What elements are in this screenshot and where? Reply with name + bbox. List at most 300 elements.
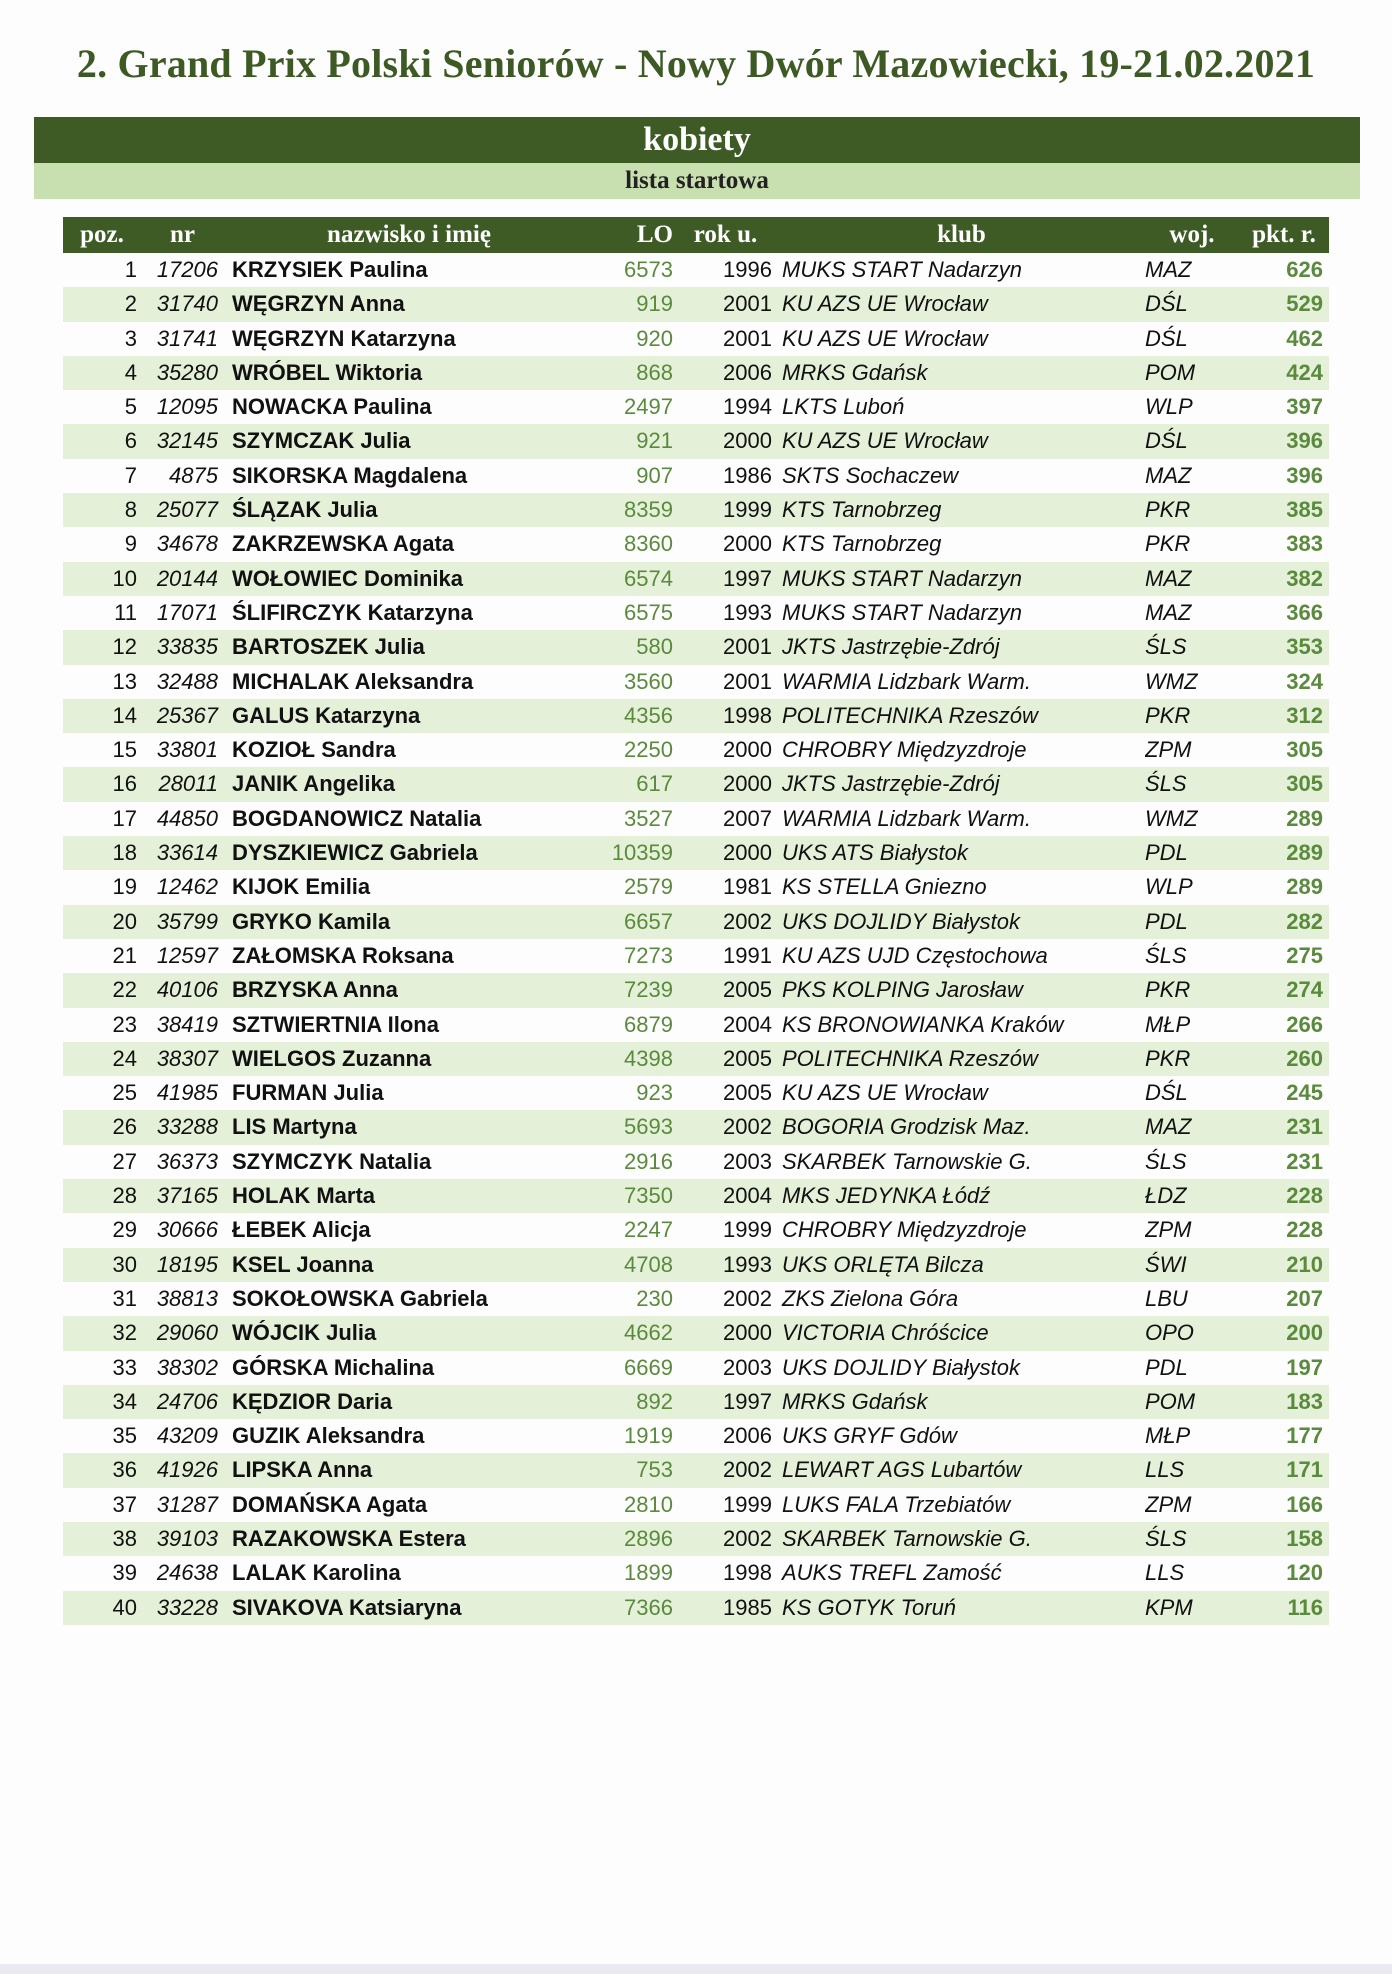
cell-nr: 12095 [156, 394, 218, 420]
cell-rok: 2000 [723, 531, 772, 557]
cell-nr: 28011 [158, 771, 218, 797]
table-row [63, 733, 1329, 767]
cell-name: ŁEBEK Alicja [232, 1217, 371, 1243]
cell-name: GUZIK Aleksandra [232, 1423, 425, 1449]
cell-klub: KS GOTYK Toruń [782, 1594, 957, 1620]
table-header [63, 217, 1329, 253]
cell-lo: 10359 [611, 840, 673, 866]
cell-nr: 4875 [169, 462, 218, 488]
table-row [63, 1453, 1329, 1487]
cell-woj: PKR [1145, 702, 1191, 728]
cell-nr: 39103 [156, 1525, 218, 1551]
cell-nr: 40106 [156, 977, 218, 1003]
cell-pkt: 289 [1286, 874, 1323, 900]
cell-poz: 31 [112, 1285, 137, 1311]
cell-poz: 11 [114, 599, 137, 625]
cell-name: SZTWIERTNIA Ilona [232, 1011, 439, 1037]
cell-nr: 33288 [156, 1114, 218, 1140]
col-header-name: nazwisko i imię [327, 221, 491, 248]
cell-klub: KU AZS UJD Częstochowa [782, 942, 1048, 968]
table-row [63, 1522, 1329, 1556]
cell-rok: 1999 [723, 497, 772, 523]
cell-klub: BOGORIA Grodzisk Maz. [782, 1114, 1031, 1140]
cell-name: SOKOŁOWSKA Gabriela [232, 1285, 488, 1311]
cell-rok: 2000 [723, 1320, 772, 1346]
cell-nr: 29060 [156, 1320, 218, 1346]
cell-poz: 36 [112, 1457, 137, 1483]
cell-lo: 7239 [624, 977, 673, 1003]
table-row [63, 287, 1329, 321]
cell-poz: 17 [112, 805, 137, 831]
table-row [63, 424, 1329, 458]
table-row [63, 1419, 1329, 1453]
cell-rok: 1999 [723, 1217, 772, 1243]
cell-lo: 2250 [624, 737, 673, 763]
cell-nr: 32145 [156, 428, 218, 454]
table-row [63, 905, 1329, 939]
cell-nr: 41926 [156, 1457, 218, 1483]
cell-poz: 33 [112, 1354, 137, 1380]
cell-nr: 36373 [156, 1148, 218, 1174]
cell-lo: 892 [636, 1388, 673, 1414]
cell-pkt: 305 [1286, 771, 1323, 797]
cell-lo: 2497 [624, 394, 673, 420]
col-header-lo: LO [636, 221, 673, 248]
cell-name: GRYKO Kamila [232, 908, 391, 934]
cell-nr: 38419 [156, 1011, 218, 1037]
cell-woj: ZPM [1145, 1217, 1192, 1243]
cell-lo: 5693 [624, 1114, 673, 1140]
cell-pkt: 228 [1286, 1183, 1323, 1209]
cell-klub: JKTS Jastrzębie-Zdrój [782, 771, 1000, 797]
cell-nr: 41985 [156, 1080, 218, 1106]
cell-name: NOWACKA Paulina [232, 394, 432, 420]
cell-lo: 4398 [624, 1045, 673, 1071]
cell-rok: 1998 [723, 1560, 772, 1586]
cell-pkt: 231 [1286, 1114, 1323, 1140]
cell-pkt: 462 [1286, 325, 1323, 351]
page-bottom-edge [0, 1964, 1392, 1974]
cell-pkt: 312 [1286, 702, 1323, 728]
cell-lo: 6669 [624, 1354, 673, 1380]
cell-klub: PKS KOLPING Jarosław [782, 977, 1023, 1003]
cell-woj: DŚL [1145, 291, 1188, 317]
page-title: 2. Grand Prix Polski Seniorów - Nowy Dwór Mazowiecki, 19-21.02.2021 [76, 41, 1316, 86]
cell-woj: PKR [1145, 531, 1191, 557]
cell-pkt: 397 [1286, 394, 1323, 420]
col-header-pkt: pkt. r. [1252, 221, 1316, 248]
cell-lo: 1899 [624, 1560, 673, 1586]
cell-lo: 1919 [624, 1423, 673, 1449]
cell-woj: ŁDZ [1145, 1183, 1187, 1209]
cell-name: GÓRSKA Michalina [232, 1354, 435, 1380]
table-body [63, 253, 1329, 1625]
cell-klub: POLITECHNIKA Rzeszów [782, 702, 1038, 728]
cell-lo: 868 [636, 359, 673, 385]
cell-poz: 12 [112, 634, 137, 660]
cell-pkt: 385 [1286, 497, 1323, 523]
cell-lo: 7273 [624, 942, 673, 968]
cell-name: SIKORSKA Magdalena [232, 462, 468, 488]
table-row [63, 1076, 1329, 1110]
cell-name: WIELGOS Zuzanna [232, 1045, 432, 1071]
cell-pkt: 305 [1286, 737, 1323, 763]
cell-name: KSEL Joanna [232, 1251, 374, 1277]
cell-nr: 33614 [156, 840, 218, 866]
table-row [63, 459, 1329, 493]
cell-name: WĘGRZYN Anna [232, 291, 405, 317]
cell-pkt: 424 [1286, 359, 1323, 385]
cell-woj: DŚL [1145, 325, 1188, 351]
cell-nr: 31740 [156, 291, 218, 317]
cell-pkt: 158 [1286, 1525, 1323, 1551]
cell-poz: 35 [112, 1423, 137, 1449]
cell-name: DOMAŃSKA Agata [232, 1491, 428, 1517]
cell-klub: MRKS Gdańsk [782, 359, 928, 385]
cell-klub: VICTORIA Chróścice [782, 1320, 989, 1346]
cell-lo: 6575 [624, 599, 673, 625]
cell-nr: 17071 [156, 599, 218, 625]
cell-klub: MUKS START Nadarzyn [782, 257, 1023, 282]
table-row [63, 1488, 1329, 1522]
cell-poz: 6 [124, 428, 137, 454]
cell-nr: 38307 [156, 1045, 218, 1071]
cell-poz: 23 [112, 1011, 137, 1037]
cell-name: SZYMCZAK Julia [232, 428, 411, 454]
cell-rok: 2005 [723, 1045, 772, 1071]
cell-poz: 22 [112, 977, 137, 1003]
cell-klub: MRKS Gdańsk [782, 1388, 928, 1414]
cell-woj: PKR [1145, 497, 1191, 523]
cell-name: BARTOSZEK Julia [232, 634, 425, 660]
cell-woj: OPO [1145, 1320, 1194, 1346]
table-row [63, 562, 1329, 596]
table-row [63, 322, 1329, 356]
cell-woj: PKR [1145, 977, 1191, 1003]
cell-name: HOLAK Marta [232, 1183, 376, 1209]
cell-poz: 29 [112, 1217, 137, 1243]
cell-rok: 1981 [723, 874, 772, 900]
cell-name: MICHALAK Aleksandra [232, 668, 474, 694]
cell-woj: KPM [1145, 1594, 1193, 1620]
cell-klub: KS BRONOWIANKA Kraków [782, 1011, 1064, 1037]
cell-nr: 37165 [156, 1183, 218, 1209]
cell-poz: 20 [112, 908, 137, 934]
cell-woj: ŚLS [1145, 942, 1187, 968]
cell-lo: 7366 [624, 1594, 673, 1620]
cell-pkt: 366 [1286, 599, 1323, 625]
cell-pkt: 183 [1286, 1388, 1323, 1414]
cell-poz: 26 [112, 1114, 137, 1140]
cell-nr: 38302 [156, 1354, 218, 1380]
cell-rok: 1996 [723, 257, 772, 282]
cell-pkt: 275 [1286, 942, 1323, 968]
cell-lo: 2916 [624, 1148, 673, 1174]
cell-nr: 31741 [156, 325, 218, 351]
col-header-nr: nr [170, 221, 195, 248]
cell-pkt: 171 [1286, 1457, 1323, 1483]
cell-klub: UKS ATS Białystok [782, 840, 968, 866]
cell-klub: MUKS START Nadarzyn [782, 599, 1023, 625]
cell-rok: 2000 [723, 771, 772, 797]
cell-klub: UKS DOJLIDY Białystok [782, 1354, 1021, 1380]
cell-name: LIPSKA Anna [232, 1457, 373, 1483]
cell-woj: MŁP [1145, 1011, 1191, 1037]
cell-woj: MAZ [1145, 565, 1192, 591]
cell-poz: 19 [112, 874, 137, 900]
cell-name: WOŁOWIEC Dominika [232, 565, 463, 591]
cell-nr: 34678 [156, 531, 218, 557]
start-list-table [63, 217, 1329, 1625]
cell-pkt: 266 [1286, 1011, 1323, 1037]
cell-woj: POM [1145, 1388, 1196, 1414]
cell-klub: ZKS Zielona Góra [782, 1285, 959, 1311]
table-row [63, 1248, 1329, 1282]
cell-pkt: 116 [1287, 1594, 1323, 1620]
cell-lo: 923 [636, 1080, 673, 1106]
cell-rok: 1993 [723, 1251, 772, 1277]
cell-poz: 34 [112, 1388, 137, 1414]
cell-rok: 2005 [723, 1080, 772, 1106]
cell-pkt: 282 [1286, 908, 1323, 934]
cell-lo: 6574 [624, 565, 673, 591]
table-row [63, 1316, 1329, 1350]
cell-pkt: 396 [1286, 462, 1323, 488]
cell-klub: MKS JEDYNKA Łódź [782, 1183, 991, 1209]
cell-nr: 20144 [156, 565, 218, 591]
table-row [63, 1213, 1329, 1247]
table-row [63, 665, 1329, 699]
cell-name: SIVAKOVA Katsiaryna [232, 1594, 462, 1620]
cell-klub: JKTS Jastrzębie-Zdrój [782, 634, 1000, 660]
table-row [63, 1556, 1329, 1590]
table-row [63, 356, 1329, 390]
cell-poz: 38 [112, 1525, 137, 1551]
cell-lo: 2579 [624, 874, 673, 900]
cell-rok: 2004 [723, 1011, 772, 1037]
cell-poz: 10 [112, 565, 137, 591]
cell-poz: 1 [124, 257, 137, 282]
cell-lo: 3527 [624, 805, 673, 831]
cell-pkt: 207 [1286, 1285, 1323, 1311]
table-row [63, 870, 1329, 904]
cell-name: KOZIOŁ Sandra [232, 737, 396, 763]
cell-poz: 13 [112, 668, 137, 694]
cell-pkt: 324 [1286, 668, 1323, 694]
cell-pkt: 228 [1286, 1217, 1323, 1243]
cell-klub: KTS Tarnobrzeg [782, 497, 942, 523]
cell-lo: 230 [636, 1285, 673, 1311]
cell-lo: 4356 [624, 702, 673, 728]
cell-klub: SKARBEK Tarnowskie G. [782, 1148, 1032, 1174]
cell-rok: 2007 [723, 805, 772, 831]
cell-klub: KU AZS UE Wrocław [782, 291, 988, 317]
cell-nr: 33801 [156, 737, 218, 763]
cell-lo: 2247 [624, 1217, 673, 1243]
cell-rok: 2006 [723, 1423, 772, 1449]
cell-name: ŚLĄZAK Julia [232, 497, 378, 523]
cell-lo: 4662 [624, 1320, 673, 1346]
cell-rok: 2002 [723, 1114, 772, 1140]
cell-poz: 8 [124, 497, 137, 523]
cell-lo: 921 [636, 428, 673, 454]
table-row [63, 939, 1329, 973]
cell-nr: 25367 [156, 702, 218, 728]
table-row [63, 836, 1329, 870]
cell-pkt: 177 [1286, 1423, 1323, 1449]
cell-nr: 43209 [156, 1423, 218, 1449]
cell-lo: 4708 [624, 1251, 673, 1277]
cell-name: LIS Martyna [232, 1114, 357, 1140]
cell-woj: ŚWI [1145, 1251, 1187, 1277]
cell-rok: 2002 [723, 908, 772, 934]
cell-lo: 919 [636, 291, 673, 317]
cell-name: ZAKRZEWSKA Agata [232, 531, 455, 557]
cell-woj: ZPM [1145, 1491, 1192, 1517]
cell-klub: KTS Tarnobrzeg [782, 531, 942, 557]
cell-rok: 1997 [723, 565, 772, 591]
cell-name: BRZYSKA Anna [232, 977, 398, 1003]
cell-poz: 18 [112, 840, 137, 866]
cell-klub: WARMIA Lidzbark Warm. [782, 805, 1031, 831]
cell-klub: KU AZS UE Wrocław [782, 325, 988, 351]
table-row [63, 1042, 1329, 1076]
cell-pkt: 245 [1286, 1080, 1323, 1106]
cell-nr: 30666 [156, 1217, 218, 1243]
cell-lo: 2810 [624, 1491, 673, 1517]
cell-woj: WLP [1145, 394, 1193, 420]
cell-woj: MAZ [1145, 257, 1192, 282]
col-header-woj: woj. [1169, 221, 1215, 248]
table-row [63, 973, 1329, 1007]
cell-lo: 6657 [624, 908, 673, 934]
cell-woj: WMZ [1145, 805, 1198, 831]
cell-pkt: 353 [1286, 634, 1323, 660]
cell-klub: KS STELLA Gniezno [782, 874, 987, 900]
cell-name: KRZYSIEK Paulina [232, 257, 428, 282]
cell-rok: 1991 [723, 942, 772, 968]
table-row [63, 1145, 1329, 1179]
cell-klub: CHROBRY Międzyzdroje [782, 737, 1027, 763]
cell-klub: SKARBEK Tarnowskie G. [782, 1525, 1032, 1551]
cell-poz: 32 [112, 1320, 137, 1346]
cell-poz: 4 [124, 359, 137, 385]
cell-name: RAZAKOWSKA Estera [232, 1525, 466, 1551]
cell-pkt: 200 [1286, 1320, 1323, 1346]
cell-woj: POM [1145, 359, 1196, 385]
cell-woj: ŚLS [1145, 1525, 1187, 1551]
cell-pkt: 396 [1286, 428, 1323, 454]
cell-pkt: 231 [1286, 1148, 1323, 1174]
cell-nr: 33228 [156, 1594, 218, 1620]
cell-woj: LLS [1145, 1560, 1185, 1586]
cell-pkt: 166 [1286, 1491, 1323, 1517]
cell-poz: 5 [124, 394, 137, 420]
cell-woj: ŚLS [1145, 1148, 1187, 1174]
cell-name: LALAK Karolina [232, 1560, 401, 1586]
table-row [63, 699, 1329, 733]
cell-poz: 16 [112, 771, 137, 797]
cell-klub: WARMIA Lidzbark Warm. [782, 668, 1031, 694]
cell-pkt: 382 [1286, 565, 1323, 591]
cell-poz: 15 [112, 737, 137, 763]
cell-rok: 2003 [723, 1354, 772, 1380]
cell-klub: UKS DOJLIDY Białystok [782, 908, 1021, 934]
col-header-poz: poz. [80, 221, 124, 248]
table-row [63, 802, 1329, 836]
cell-poz: 40 [112, 1594, 137, 1620]
cell-woj: ŚLS [1145, 771, 1187, 797]
cell-nr: 25077 [156, 497, 218, 523]
cell-pkt: 197 [1286, 1354, 1323, 1380]
table-row [63, 527, 1329, 561]
cell-pkt: 210 [1286, 1251, 1323, 1277]
cell-pkt: 529 [1286, 291, 1323, 317]
table-row [63, 767, 1329, 801]
cell-name: DYSZKIEWICZ Gabriela [232, 840, 478, 866]
cell-klub: LKTS Luboń [782, 394, 905, 420]
col-header-klub: klub [937, 221, 986, 248]
cell-poz: 28 [112, 1183, 137, 1209]
cell-poz: 25 [112, 1080, 137, 1106]
cell-nr: 24638 [156, 1560, 218, 1586]
cell-rok: 2004 [723, 1183, 772, 1209]
cell-woj: DŚL [1145, 1080, 1188, 1106]
cell-pkt: 274 [1286, 977, 1323, 1003]
cell-rok: 2000 [723, 737, 772, 763]
cell-rok: 1986 [723, 462, 772, 488]
cell-poz: 27 [112, 1148, 137, 1174]
cell-lo: 617 [636, 771, 673, 797]
cell-nr: 12462 [156, 874, 218, 900]
cell-rok: 2001 [723, 634, 772, 660]
cell-woj: ŚLS [1145, 634, 1187, 660]
cell-rok: 1997 [723, 1388, 772, 1414]
cell-lo: 6573 [624, 257, 673, 282]
cell-woj: PDL [1145, 1354, 1188, 1380]
cell-rok: 2001 [723, 668, 772, 694]
cell-nr: 17206 [156, 257, 218, 282]
cell-klub: SKTS Sochaczew [782, 462, 959, 488]
cell-klub: CHROBRY Międzyzdroje [782, 1217, 1027, 1243]
cell-woj: MŁP [1145, 1423, 1191, 1449]
cell-nr: 35799 [156, 908, 218, 934]
table-row [63, 1282, 1329, 1316]
cell-rok: 2002 [723, 1457, 772, 1483]
cell-klub: KU AZS UE Wrocław [782, 1080, 988, 1106]
cell-rok: 1994 [723, 394, 772, 420]
cell-name: FURMAN Julia [232, 1080, 384, 1106]
cell-klub: UKS ORLĘTA Bilcza [782, 1251, 984, 1277]
cell-woj: WMZ [1145, 668, 1198, 694]
cell-nr: 31287 [156, 1491, 218, 1517]
col-header-rok: rok u. [693, 221, 758, 248]
cell-rok: 2005 [723, 977, 772, 1003]
cell-pkt: 260 [1286, 1045, 1323, 1071]
cell-rok: 2006 [723, 359, 772, 385]
cell-nr: 12597 [156, 942, 218, 968]
cell-klub: LUKS FALA Trzebiatów [782, 1491, 1011, 1517]
cell-poz: 39 [112, 1560, 137, 1586]
cell-woj: DŚL [1145, 428, 1188, 454]
cell-lo: 8360 [624, 531, 673, 557]
cell-name: WRÓBEL Wiktoria [232, 359, 423, 385]
cell-rok: 1998 [723, 702, 772, 728]
cell-woj: WLP [1145, 874, 1193, 900]
cell-woj: LLS [1145, 1457, 1185, 1483]
cell-klub: UKS GRYF Gdów [782, 1423, 957, 1449]
section-header: kobiety [34, 117, 1360, 163]
